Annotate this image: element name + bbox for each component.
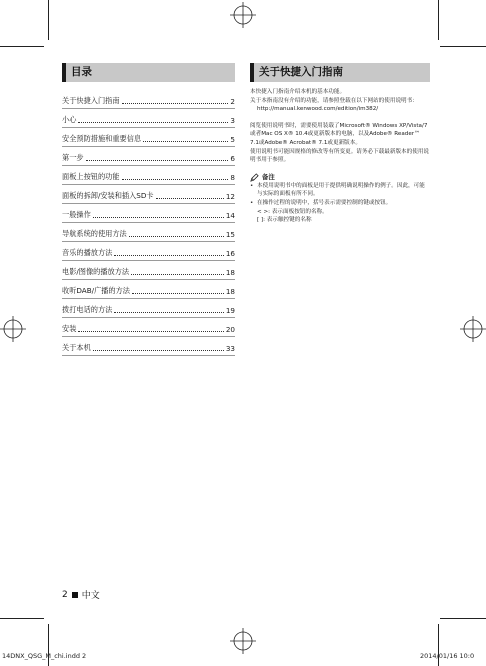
toc-item-title: 一般操作 [62, 210, 91, 219]
registration-mark-bottom [230, 628, 256, 654]
toc-leader-dots [122, 103, 229, 104]
toc-item-title: 音乐的播放方法 [62, 248, 113, 257]
toc-item[interactable] [62, 318, 235, 337]
toc-item-page: 18 [225, 287, 235, 296]
toc-item-title: 关于本机 [62, 343, 91, 352]
toc-leader-dots [143, 141, 228, 142]
toc-item-page: 6 [230, 154, 235, 163]
note-item-2: • 在操作过程的说明中，括号表示需要控制的键或按钮。 [250, 199, 392, 206]
note-item-1: • 本使用说明书中的面板是用于提供明确说明操作的例子。因此，可能与实际的面板有所不同。 [250, 182, 425, 198]
toc-item-title: 安装 [62, 324, 77, 333]
page-footer [62, 588, 100, 601]
toc-leader-dots [78, 331, 223, 332]
toc-item[interactable] [62, 223, 235, 242]
about-body [250, 88, 430, 225]
toc-item-page: 20 [225, 325, 235, 334]
toc-item-title: 电影/图像的播放方法 [62, 267, 130, 276]
registration-mark-left [0, 316, 26, 342]
toc-leader-dots [93, 217, 224, 218]
toc-item-title: 收听DAB/广播的方法 [62, 286, 130, 295]
toc-item[interactable] [62, 242, 235, 261]
toc-item[interactable] [62, 90, 235, 109]
toc-item[interactable] [62, 109, 235, 128]
toc-heading: 目录 [62, 63, 235, 82]
toc-item-page: 15 [225, 230, 235, 239]
square-bullet-icon [72, 592, 78, 598]
toc-item[interactable] [62, 261, 235, 280]
slug-date: 2014/01/16 10:0 [420, 652, 475, 660]
toc-item-title: 拨打电话的方法 [62, 305, 113, 314]
toc-leader-dots [93, 350, 224, 351]
slug-filename: 14DNX_QSG_M_chi.indd 2 [2, 652, 87, 660]
toc-item[interactable] [62, 128, 235, 147]
toc-leader-dots [78, 122, 228, 123]
note-item-3: < >: 表示面板按钮的名称。 [257, 208, 328, 215]
toc-item-title: 第一步 [62, 153, 84, 162]
language-label: 中文 [81, 591, 100, 601]
toc-item-title: 面板上按钮的功能 [62, 172, 120, 181]
toc-item-page: 8 [230, 173, 235, 182]
page-number: 2 [62, 589, 68, 600]
toc-item-page: 2 [230, 97, 235, 106]
toc-item-title: 安全预防措施和重要信息 [62, 134, 142, 143]
toc-item-title: 导航系统的使用方法 [62, 229, 127, 238]
intro-text-1: 本快捷入门指南介绍本机的基本功能。 [250, 89, 346, 95]
note-heading [250, 173, 430, 182]
toc-leader-dots [156, 198, 224, 199]
toc-leader-dots [86, 160, 229, 161]
toc-item-title: 小心 [62, 115, 77, 124]
toc-item[interactable] [62, 204, 235, 223]
toc-leader-dots [132, 293, 224, 294]
registration-mark-right [460, 316, 486, 342]
toc-leader-dots [122, 179, 229, 180]
toc-item[interactable] [62, 147, 235, 166]
toc-item[interactable] [62, 299, 235, 318]
toc-item-page: 3 [230, 116, 235, 125]
note-item-4: [ ]: 表示触控键的名称 [257, 217, 312, 224]
toc-item[interactable] [62, 185, 235, 204]
toc-item-page: 14 [225, 211, 235, 220]
toc-item-page: 5 [230, 135, 235, 144]
requirements-text: 阅览使用说明书时，需要使用装载了Microsoft® Windows XP/Vista/7或者Mac OS X® 10.4或更新版本的电脑，以及Adobe® Reader™ 7.1或Adobe® Acrobat® 7.1或更新版本。 [250, 122, 428, 146]
toc-item-page: 16 [225, 249, 235, 258]
toc-leader-dots [129, 236, 224, 237]
toc-leader-dots [131, 274, 224, 275]
manual-url-link[interactable]: http://manual.kenwood.com/edition/im382/ [257, 106, 379, 113]
toc-item[interactable] [62, 280, 235, 299]
toc-leader-dots [114, 255, 224, 256]
toc-item-page: 33 [225, 344, 235, 353]
toc-item-title: 关于快捷入门指南 [62, 96, 120, 105]
toc-item-page: 19 [225, 306, 235, 315]
toc-item[interactable] [62, 337, 235, 356]
about-heading: 关于快捷入门指南 [250, 63, 430, 82]
intro-text-2: 关于本指南没有介绍的功能，请参照登载在以下网站的使用说明书： [250, 97, 418, 104]
table-of-contents [62, 90, 235, 356]
note-title: 备注 [262, 172, 275, 181]
toc-item-page: 12 [225, 192, 235, 201]
toc-item-page: 18 [225, 268, 235, 277]
toc-item[interactable] [62, 166, 235, 185]
toc-item-title: 面板的拆卸/安装和插入SD卡 [62, 191, 154, 200]
update-note-text: 使用说明书可能因规格的修改等有所变更。请务必下载最新版本的使用说明书用于参照。 [250, 148, 430, 164]
toc-leader-dots [114, 312, 224, 313]
pencil-icon [250, 173, 259, 182]
registration-mark-top [230, 2, 256, 28]
